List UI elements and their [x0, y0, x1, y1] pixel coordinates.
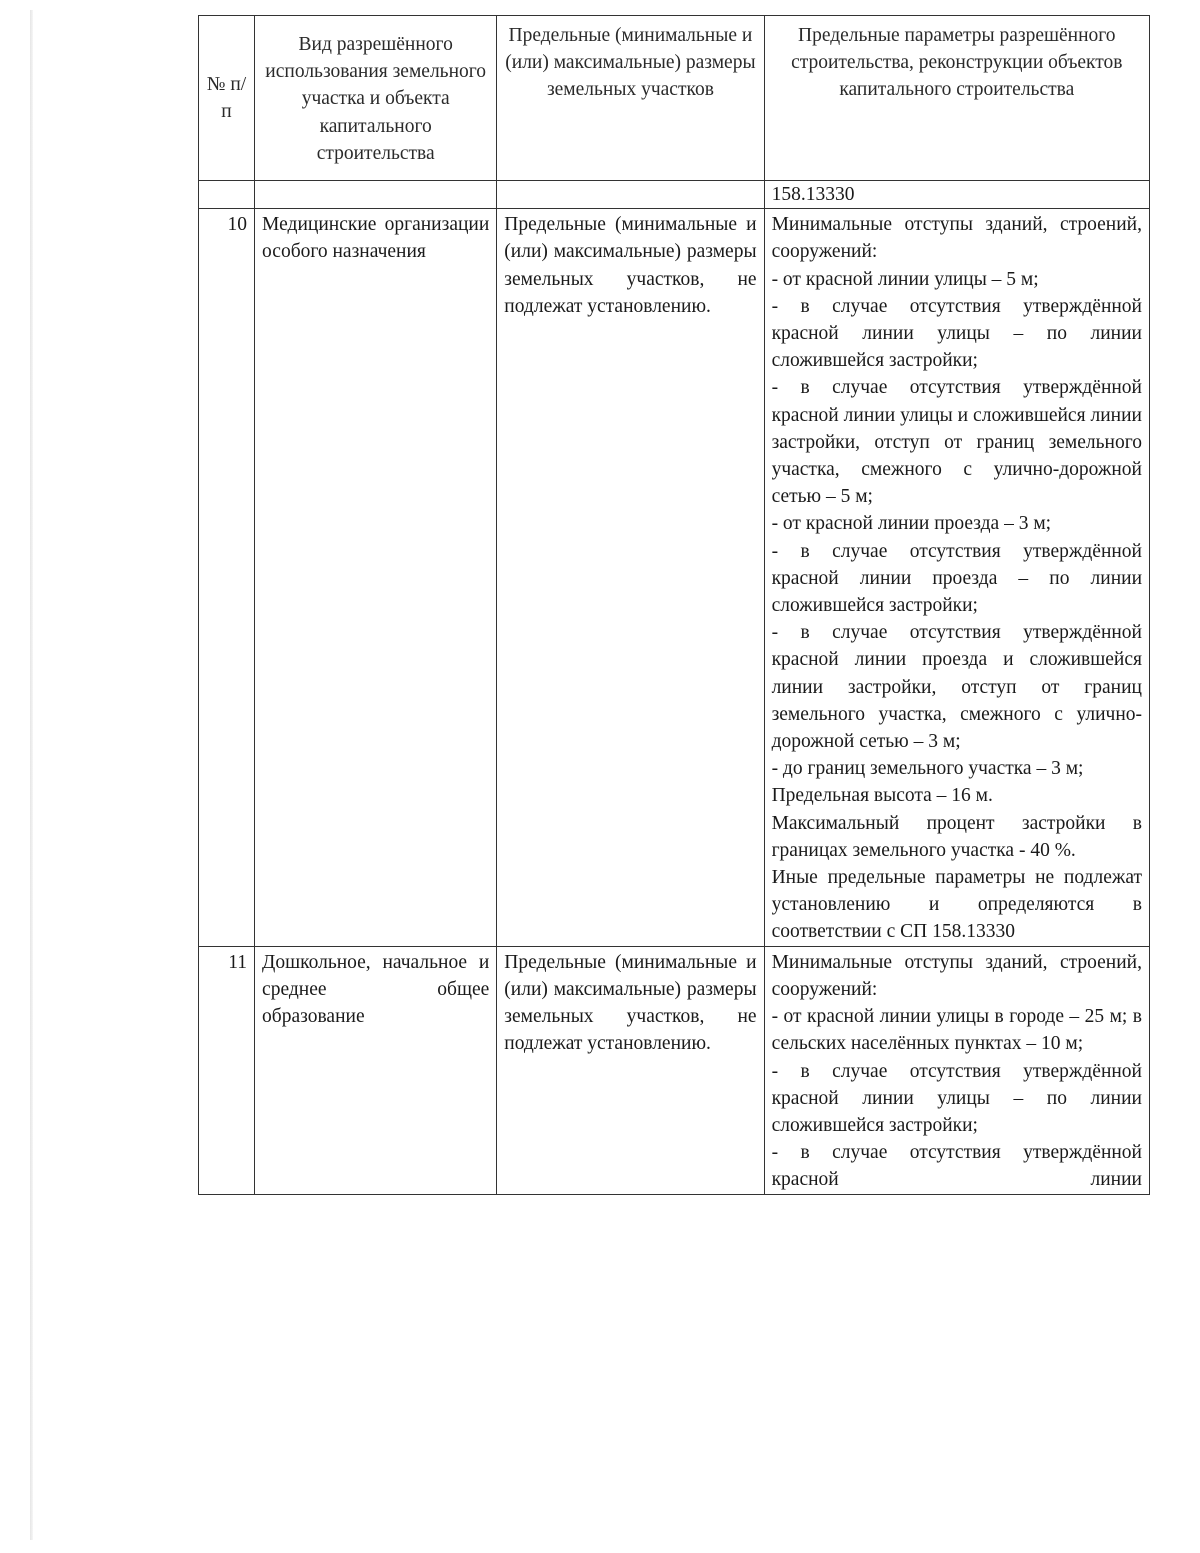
param-line: - от красной линии улицы в городе – 25 м; в сельских населённых пунктах – 10 м;: [771, 1006, 1142, 1055]
header-use: [255, 16, 497, 181]
land-use-table: [198, 15, 1150, 1195]
param-line: - от красной линии проезда – 3 м;: [771, 513, 1052, 535]
scan-edge: [30, 10, 33, 1540]
header-params: [764, 16, 1149, 181]
continuation-params-text: 158.13330: [771, 184, 855, 205]
param-line: - от красной линии улицы – 5 м;: [771, 268, 1039, 290]
continuation-size: [497, 181, 764, 209]
param-line: - в случае отсутствия утверждённой красной линии: [771, 1142, 1142, 1191]
row-num: 11: [199, 946, 255, 1194]
row-use: Медицинские организации особого назначения: [255, 209, 497, 946]
continuation-use: [255, 181, 497, 209]
param-line: - в случае отсутствия утверждённой красной линии улицы – по линии сложившейся застройки;: [771, 295, 1142, 372]
param-line: - до границ земельного участка – 3 м;: [771, 758, 1084, 780]
continuation-params: [764, 181, 1149, 209]
param-line: Иные предельные параметры не подлежат установлению и определяются в соответствии с СП 158.13330: [771, 867, 1142, 943]
continuation-num: [199, 181, 255, 209]
param-line: - в случае отсутствия утверждённой красной линии проезда – по линии сложившейся застройки;: [771, 540, 1142, 617]
header-size-text: Предельные (минимальные и (или) максимальные) размеры земельных участков: [505, 25, 756, 101]
row-params: [764, 946, 1149, 1194]
row-size: Предельные (минимальные и (или) максимальные) размеры земельных участков, не подлежат установлению.: [497, 946, 764, 1194]
param-line: Минимальные отступы зданий, строений, сооружений:: [771, 951, 1142, 1000]
header-num-text: № п/п: [206, 73, 247, 122]
param-line: - в случае отсутствия утверждённой красной линии улицы и сложившейся линии застройки, отступ от границ земельного участка, смежного с улично-дорожной сетью – 5 м;: [771, 377, 1142, 508]
param-line: Предельная высота – 16 м.: [771, 785, 993, 807]
row-use: Дошкольное, начальное и среднее общее образование: [255, 946, 497, 1194]
param-line: Максимальный процент застройки в границах земельного участка - 40 %.: [771, 812, 1142, 861]
header-size: [497, 16, 764, 181]
row-num: 10: [199, 209, 255, 946]
table-row: [199, 946, 1150, 1194]
row-size: Предельные (минимальные и (или) максимальные) размеры земельных участков, не подлежат установлению.: [497, 209, 764, 946]
header-num: [199, 16, 255, 181]
header-params-text: Предельные параметры разрешённого строительства, реконструкции объектов капитального строительства: [791, 25, 1123, 101]
row-params: [764, 209, 1149, 946]
param-line: - в случае отсутствия утверждённой красной линии проезда и сложившейся линии застройки, отступ от границ земельного участка, смежного с улично-дорожной сетью – 3 м;: [771, 622, 1142, 753]
continuation-row: [199, 181, 1150, 209]
table-row: [199, 209, 1150, 946]
param-line: Минимальные отступы зданий, строений, сооружений:: [771, 214, 1142, 263]
param-line: - в случае отсутствия утверждённой красной линии улицы – по линии сложившейся застройки;: [771, 1060, 1142, 1136]
header-use-text: Вид разрешённого использования земельного участка и объекта капитального строительства: [265, 33, 487, 164]
header-row: [199, 16, 1150, 181]
